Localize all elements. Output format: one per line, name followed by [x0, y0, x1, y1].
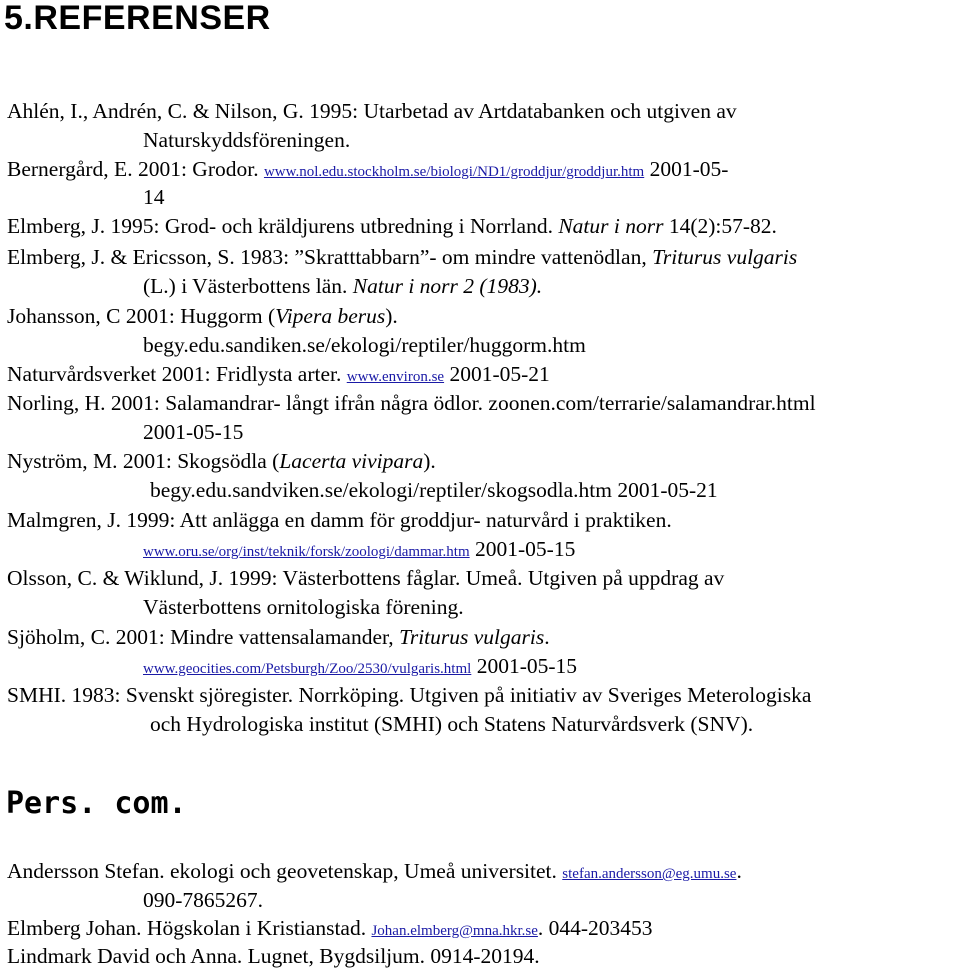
section-heading: 5.REFERENSER — [4, 0, 271, 37]
ref-olsson-line1: Olsson, C. & Wiklund, J. 1999: Västerbottens fåglar. Umeå. Utgiven på uppdrag av — [7, 566, 725, 590]
ref-bernergard-link[interactable]: www.nol.edu.stockholm.se/biologi/ND1/groddjur/groddjur.htm — [263, 164, 645, 180]
pers-andersson-email-link[interactable]: stefan.andersson@eg.umu.se — [562, 866, 737, 882]
ref-smhi-line2: och Hydrologiska institut (SMHI) och Statens Naturvårdsverk (SNV). — [150, 712, 754, 736]
ref-elmberg-ericsson-line1 — [7, 244, 797, 270]
ref-elmberg-1995-journal: Natur i norr — [558, 214, 664, 238]
pers-andersson-line1 — [7, 858, 742, 887]
ref-sjoholm-link[interactable]: www.geocities.com/Petsburgh/Zoo/2530/vulgaris.html — [143, 661, 472, 677]
pers-elmberg-email-link[interactable]: Johan.elmberg@mna.hkr.se — [371, 923, 538, 939]
pers-com-heading: Pers. com. — [6, 786, 187, 821]
ref-elmberg-1995-pages: 14(2):57-82. — [663, 214, 777, 238]
ref-johansson-species: Vipera berus — [275, 304, 386, 328]
ref-smhi-line1: SMHI. 1983: Svenskt sjöregister. Norrköping. Utgiven på initiativ av Sveriges Meterologiska — [7, 683, 812, 707]
ref-bernergard-line1 — [7, 156, 728, 185]
ref-elmberg-ericsson-line2 — [143, 273, 542, 299]
ref-malmgren-link[interactable]: www.oru.se/org/inst/teknik/forsk/zoologi/dammar.htm — [143, 544, 470, 560]
ref-ahlen-line1: Ahlén, I., Andrén, C. & Nilson, G. 1995: Utarbetad av Artdatabanken och utgiven av — [7, 99, 737, 123]
ref-nystrom-species: Lacerta vivipara — [279, 449, 424, 473]
ref-olsson-line2: Västerbottens ornitologiska förening. — [143, 595, 464, 619]
ref-bernergard-date: 2001-05- — [644, 157, 729, 181]
pers-elmberg — [7, 915, 653, 944]
ref-malmgren-line1: Malmgren, J. 1999: Att anlägga en damm för groddjur- naturvård i praktiken. — [7, 508, 672, 532]
ref-naturvardsverket-text: Naturvårdsverket 2001: Fridlysta arter. — [7, 362, 347, 386]
ref-sjoholm-date: 2001-05-15 — [471, 654, 578, 678]
ref-nystrom-text: Nyström, M. 2001: Skogsödla ( — [7, 449, 280, 473]
ref-malmgren-line2 — [143, 536, 575, 565]
pers-andersson-period: . — [736, 859, 742, 883]
ref-naturvardsverket-link[interactable]: www.environ.se — [346, 369, 445, 385]
ref-elmberg-ericsson-species: Triturus vulgaris — [652, 245, 798, 269]
ref-nystrom-line1 — [7, 448, 436, 474]
ref-elmberg-1995 — [7, 213, 777, 239]
ref-elmberg-ericsson-region: (L.) i Västerbottens län. — [143, 274, 353, 298]
pers-andersson-phone: 090-7865267. — [143, 888, 264, 912]
ref-malmgren-date: 2001-05-15 — [469, 537, 576, 561]
ref-norling-line1: Norling, H. 2001: Salamandrar- långt ifrån några ödlor. zoonen.com/terrarie/salamandrar.html — [7, 391, 816, 415]
ref-sjoholm-period: . — [544, 625, 550, 649]
pers-lindmark: Lindmark David och Anna. Lugnet, Bygdsiljum. 0914-20194. — [7, 944, 540, 968]
ref-elmberg-1995-text: Elmberg, J. 1995: Grod- och kräldjurens utbredning i Norrland. — [7, 214, 559, 238]
ref-johansson-text: Johansson, C 2001: Huggorm ( — [7, 304, 276, 328]
ref-nystrom-line2: begy.edu.sandviken.se/ekologi/reptiler/skogsodla.htm 2001-05-21 — [150, 478, 718, 502]
ref-ahlen-line2: Naturskyddsföreningen. — [143, 128, 351, 152]
ref-elmberg-ericsson-text: Elmberg, J. & Ericsson, S. 1983: ”Skratttabbarn”- om mindre vattenödlan, — [7, 245, 653, 269]
ref-sjoholm-line1 — [7, 624, 550, 650]
ref-bernergard-text: Bernergård, E. 2001: Grodor. — [7, 157, 264, 181]
ref-sjoholm-line2 — [143, 653, 577, 682]
pers-andersson-text: Andersson Stefan. ekologi och geovetenskap, Umeå universitet. — [7, 859, 563, 883]
ref-nystrom-close: ). — [423, 449, 436, 473]
ref-sjoholm-text: Sjöholm, C. 2001: Mindre vattensalamander, — [7, 625, 400, 649]
ref-sjoholm-species: Triturus vulgaris — [399, 625, 545, 649]
ref-naturvardsverket-date: 2001-05-21 — [444, 362, 550, 386]
ref-norling-line2: 2001-05-15 — [143, 420, 244, 444]
pers-elmberg-phone: . 044-203453 — [537, 916, 653, 940]
ref-bernergard-line2: 14 — [143, 185, 165, 209]
ref-johansson-line2: begy.edu.sandiken.se/ekologi/reptiler/huggorm.htm — [143, 333, 586, 357]
ref-johansson-line1 — [7, 303, 398, 329]
ref-elmberg-ericsson-journal: Natur i norr 2 (1983). — [352, 274, 543, 298]
ref-johansson-close: ). — [385, 304, 398, 328]
pers-elmberg-text: Elmberg Johan. Högskolan i Kristianstad. — [7, 916, 372, 940]
ref-naturvardsverket — [7, 361, 550, 390]
